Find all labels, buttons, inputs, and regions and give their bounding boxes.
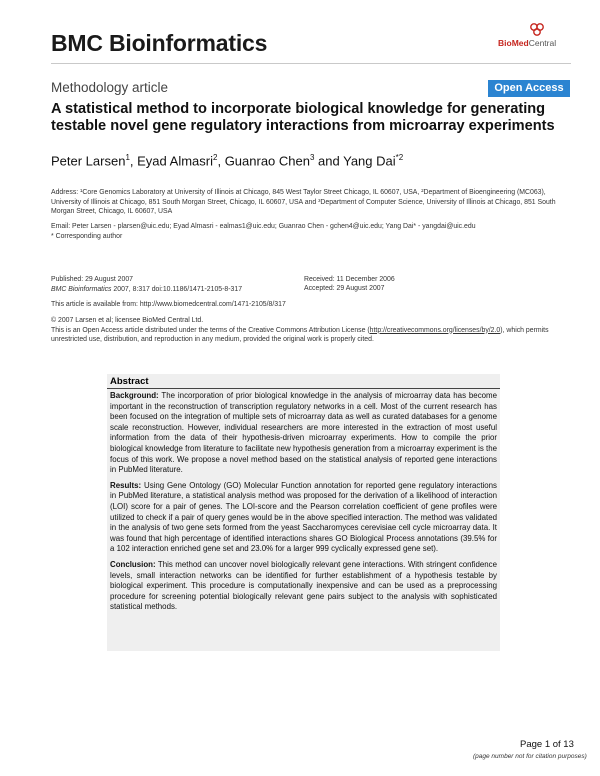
accepted-date: Accepted: 29 August 2007 (304, 285, 385, 292)
logo-wordmark (498, 38, 556, 48)
header-divider (51, 63, 571, 64)
received-date: Received: 11 December 2006 (304, 276, 395, 283)
author-addresses: Address: ¹Core Genomics Laboratory at University of Illinois at Chicago, 845 West Taylor Street Chicago, IL 60607, USA, ²Department of Bioengineering (MC063), University of Illinois at Chicago, 851 South Morgan Street, Chicago, IL 60607, USA and ³Department of Computer Science, University of Illinois at Chicago, 851 South Morgan Street, Chicago, IL 60607, USA (51, 189, 556, 215)
results-text: Using Gene Ontology (GO) Molecular Function annotation for reported gene regulatory interactions in PubMed literature, a statistical analysis method was proposed for the derivation of a likelihood of interaction (LOI) score for a pair of genes. The LOI-score and the Pearson correlation coefficient of gene profiles were utilized to check if a pair of query genes would be in the above specified interaction. The method was validated in the analysis of two gene sets formed from the yeast Saccharomyces cerevisiae cell cycle microarray data. It was found that high percentage of identified interactions shares GO Biological Process annotations (39.5% for a 102 interaction enriched gene set and 23.0% for a larger 999 cyclically expressed gene set). (110, 480, 497, 554)
background-text: The incorporation of prior biological knowledge in the analysis of microarray data has become important in the reconstruction of transcription regulatory networks in a cell. Most of the current research has been focused on the integration of multiple sets of microarray data as well as curated databases for a genome scale reconstruction. However, individual researchers are more interested in the extraction of most useful information from the data of their hypothesis-driven microarray experiments. How to compile the prior biological knowledge from literature to facilitate new hypothesis generation from a microarray experiment is the focus of this work. We propose a novel method based on the statistical analysis of reported gene interactions in PubMed literature. (110, 391, 497, 475)
biomed-central-logo-icon (530, 22, 544, 36)
citation-details: 2007, 8:317 doi:10.1186/1471-2105-8-317 (111, 286, 243, 293)
author-name: Yang Dai (343, 153, 396, 169)
paper-title: A statistical method to incorporate biological knowledge for generating testable novel gene regulatory interactions from microarray experiments (51, 101, 555, 134)
license-link[interactable]: http://creativecommons.org/licenses/by/2.0 (369, 326, 501, 334)
copyright-line: © 2007 Larsen et al; licensee BioMed Central Ltd. (51, 317, 204, 324)
author-affiliation: 3 (309, 153, 315, 162)
citation-line (51, 285, 242, 295)
abstract-results (110, 481, 497, 555)
license-text-pre: This is an Open Access article distributed under the terms of the Creative Commons Attribution License ( (51, 326, 370, 334)
author-name: Guanrao Chen (224, 153, 310, 169)
author-separator: , (129, 153, 138, 169)
article-type: Methodology article (51, 80, 169, 95)
biomed-central-logo[interactable] (498, 22, 570, 50)
author-affiliation: 1 (125, 153, 130, 162)
results-label: Results: (110, 480, 142, 490)
email-block (51, 222, 571, 241)
author-emails[interactable]: Email: Peter Larsen - plarsen@uic.edu; Eyad Almasri - ealmas1@uic.edu; Guanrao Chen - gchen4@uic.edu; Yang Dai* - yangdai@uic.edu (51, 223, 476, 230)
author-list (51, 153, 403, 168)
article-url[interactable]: This article is available from: http://www.biomedcentral.com/1471-2105/8/317 (51, 301, 286, 308)
corresponding-author-note: * Corresponding author (51, 232, 123, 240)
published-date: Published: 29 August 2007 (51, 276, 133, 283)
logo-central: Central (528, 38, 557, 48)
author-name: Peter Larsen (51, 153, 126, 169)
abstract-divider (107, 388, 500, 389)
conclusion-label: Conclusion: (110, 559, 156, 569)
copyright-block (51, 316, 571, 345)
page-number: Page 1 of 13 (520, 739, 574, 750)
abstract-body (110, 391, 497, 618)
author-name: Eyad Almasri (137, 153, 213, 169)
journal-title: BMC Bioinformatics (51, 30, 268, 56)
author-affiliation: 2 (213, 153, 218, 162)
abstract-heading: Abstract (110, 376, 149, 387)
page-number-note: (page number not for citation purposes) (473, 753, 587, 760)
publication-info (51, 275, 242, 295)
conclusion-text: This method can uncover novel biologically relevant gene interactions. With stringent confidence levels, small interaction networks can be identified for further establishment of a hypothesis testable by biological experiment. This procedure is computationally inexpensive and can be used as a preprocessing procedure for screening potential biologically relevant gene pairs subject to the analysis with sophisticated statistical methods. (110, 559, 497, 612)
submission-dates (304, 275, 395, 293)
abstract-conclusion (110, 560, 497, 613)
author-separator: , (217, 153, 225, 169)
open-access-badge[interactable]: Open Access (488, 80, 570, 97)
license-text (51, 326, 571, 345)
abstract-background (110, 391, 497, 476)
author-affiliation: *2 (395, 153, 404, 162)
background-label: Background: (110, 391, 159, 400)
citation-journal: BMC Bioinformatics (51, 286, 112, 293)
license-text-post: ), which permits unrestricted use, distribution, and reproduction in any medium, provided the original work is properly cited. (51, 326, 549, 343)
author-separator: and (314, 153, 344, 169)
logo-biomed: BioMed (498, 38, 529, 48)
